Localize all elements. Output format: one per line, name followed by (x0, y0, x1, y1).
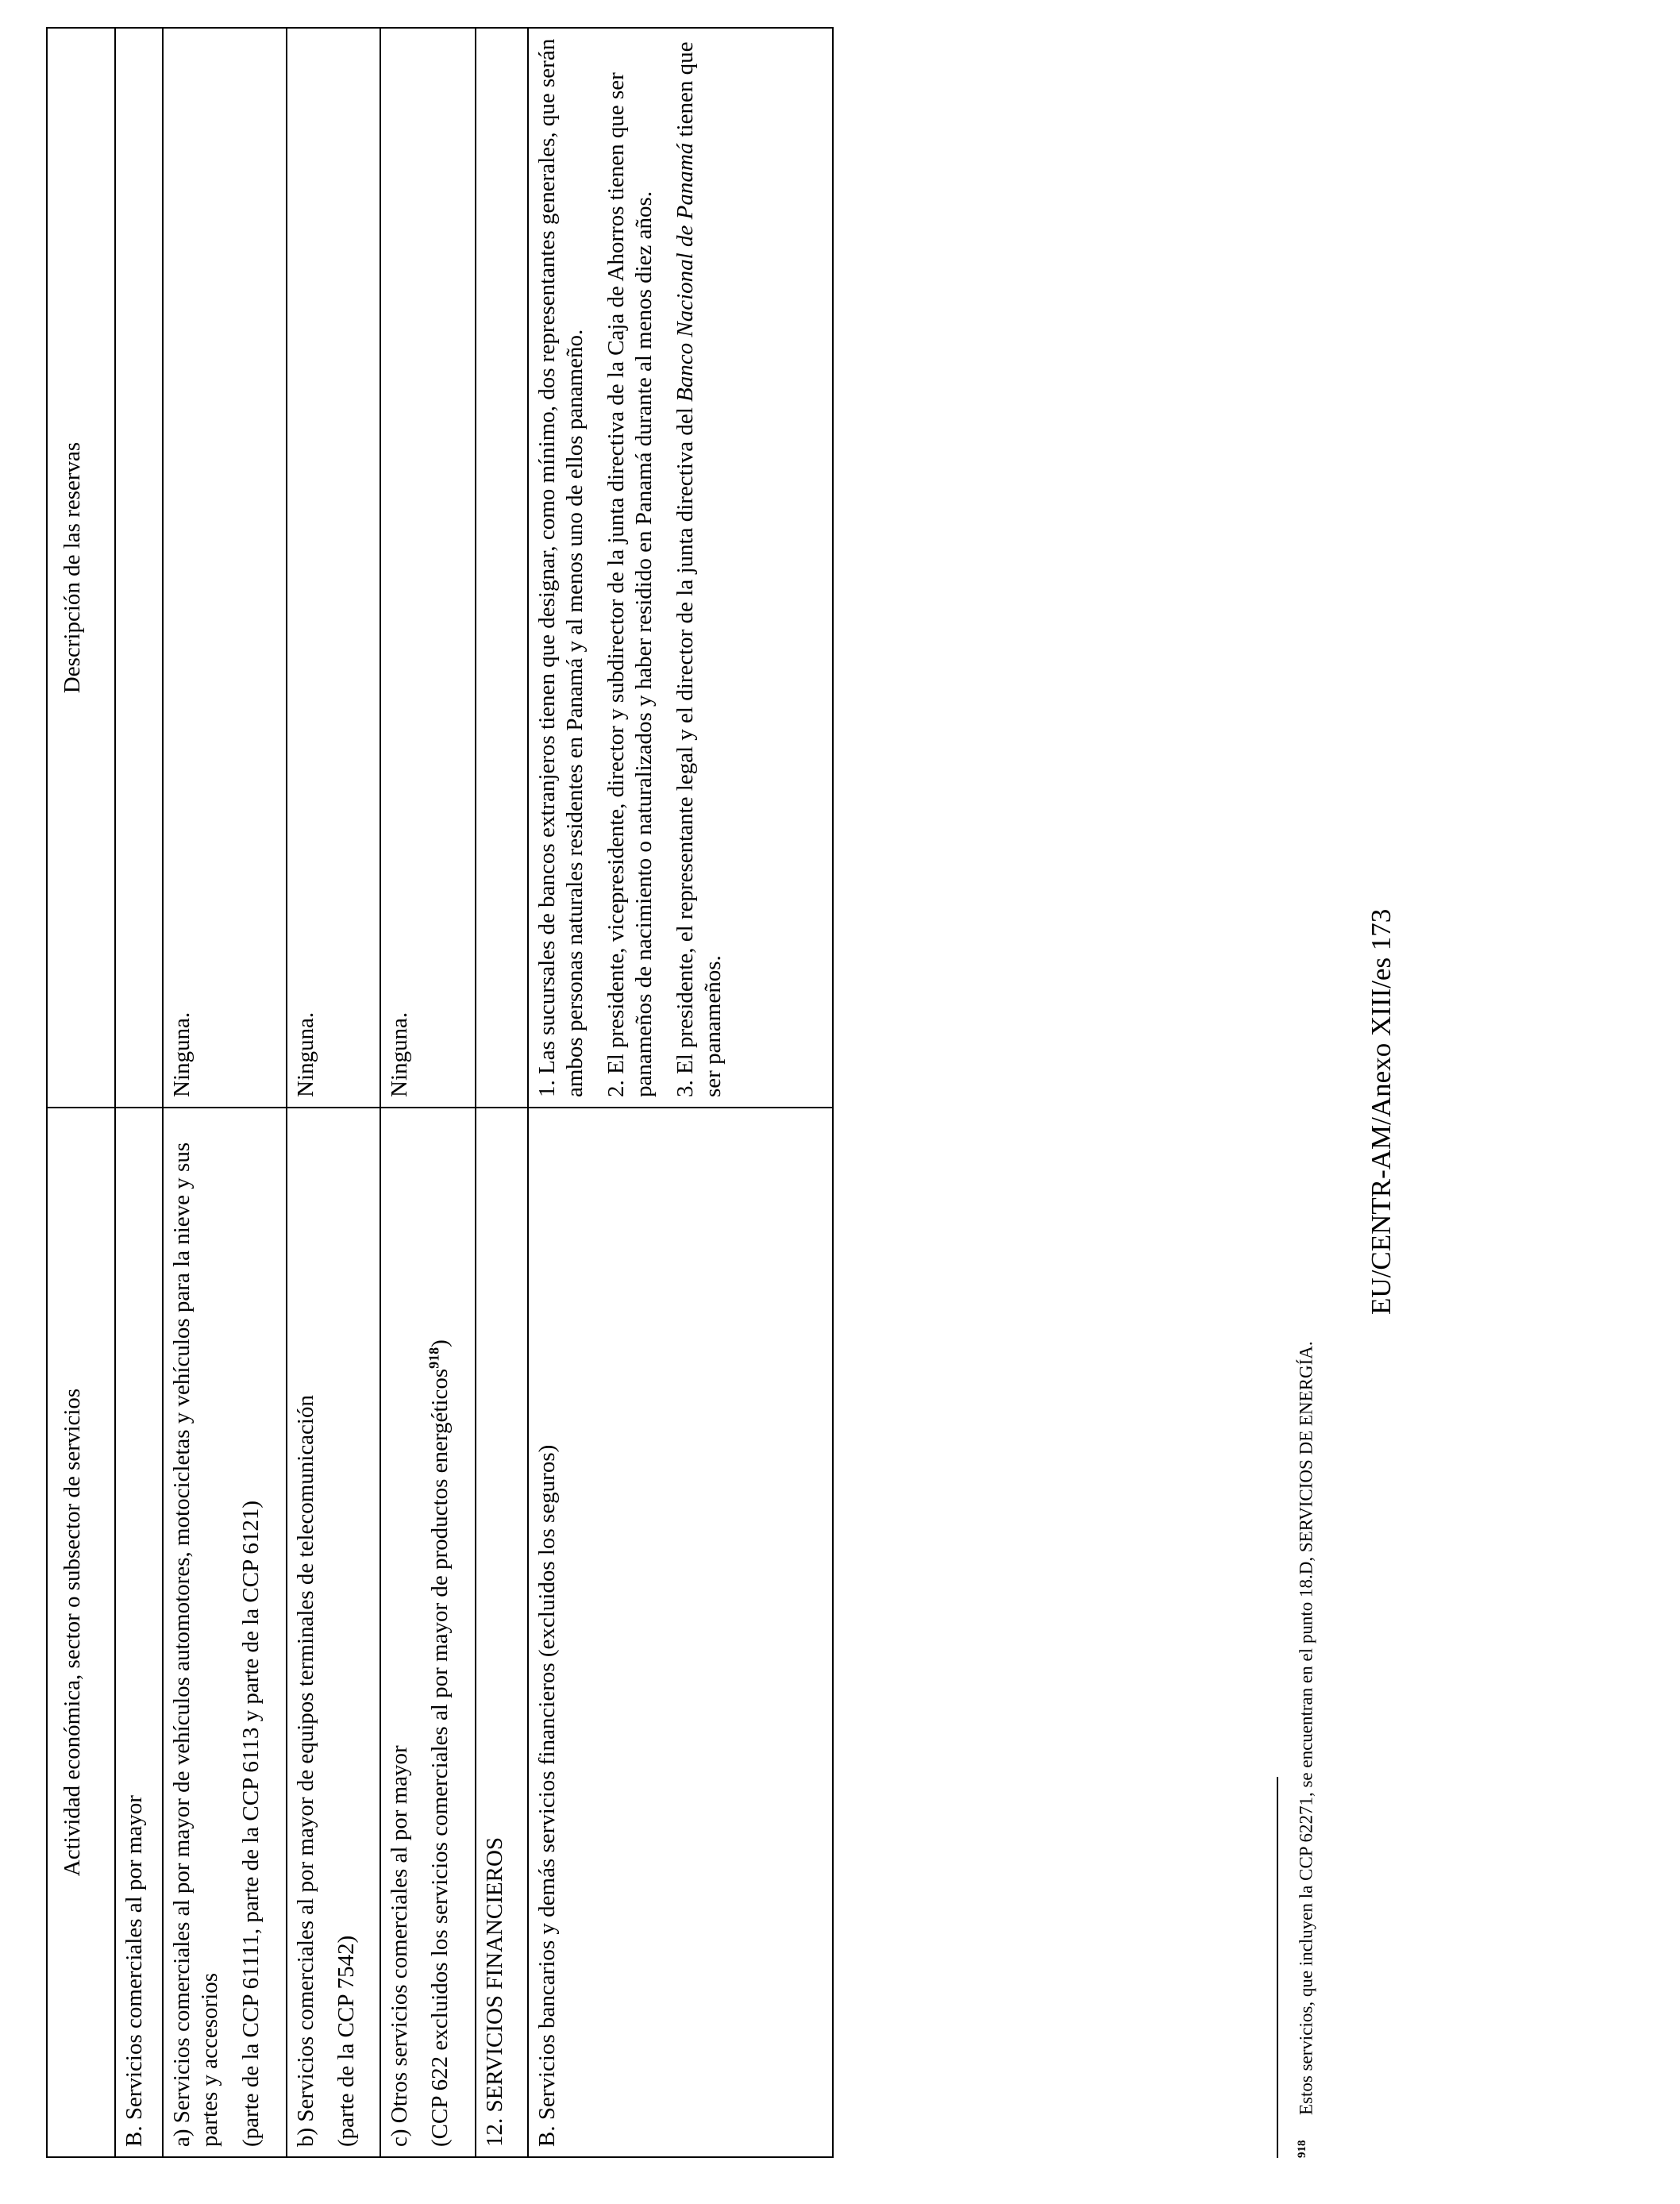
sector-cell: B. Servicios comerciales al por mayor (115, 1108, 163, 2157)
sector-ccp: (parte de la CCP 61111, parte de la CCP 6113 y parte de la CCP 6121) (237, 1501, 264, 2147)
footnote-separator (1277, 1777, 1278, 2158)
reservation-text: 3. El presidente, el representante legal y el director de la junta directiva del (672, 401, 698, 1097)
sector-text: b) Servicios comerciales al por mayor de equipos terminales de telecomunicación (293, 1395, 318, 2147)
reservations-table (46, 27, 834, 2158)
description-cell: Ninguna. (380, 28, 476, 1108)
reservation-text-end: tienen que ser panameños. (672, 41, 726, 1097)
reservation-paragraph (672, 38, 728, 1097)
sector-ccp-close: ) (427, 1339, 453, 1347)
description-cell (476, 28, 528, 1108)
table-header-row (47, 28, 115, 2157)
sector-ccp (426, 1118, 454, 2147)
description-cell: Ninguna. (163, 28, 287, 1108)
description-cell (115, 28, 163, 1108)
table-row (163, 28, 287, 2157)
table-row (287, 28, 380, 2157)
sector-text: a) Servicios comerciales al por mayor de vehículos automotores, motocicletas y vehículos para la nieve y sus partes y accesorios (169, 1142, 223, 2147)
description-cell (528, 28, 833, 1108)
table-row (528, 28, 833, 2157)
footnote-text: Estos servicios, que incluyen la CCP 62271, se encuentran en el punto 18.D, SERVICIOS DE ENERGÍA. (1296, 1341, 1316, 2115)
table-row (476, 28, 528, 2157)
reservation-paragraph: 2. El presidente, vicepresidente, director y subdirector de la junta directiva de la Caja de Ahorros tienen que ser panameños de nacimiento o naturalizados y haber residido en Panamá durante al menos diez años. (603, 72, 657, 1097)
sector-cell: B. Servicios bancarios y demás servicios financieros (excluidos los seguros) (528, 1108, 833, 2157)
reservation-paragraph: 1. Las sucursales de bancos extranjeros tienen que designar, como mínimo, dos representantes generales, que serán ambos personas naturales residentes en Panamá y al menos uno de ellos panameño. (534, 38, 588, 1097)
footnote-ref: 918 (426, 1347, 442, 1369)
sector-cell (163, 1108, 287, 2157)
sector-text: c) Otros servicios comerciales al por mayor (387, 1745, 412, 2147)
table-row (380, 28, 476, 2157)
sector-cell (287, 1108, 380, 2157)
footnote-number: 918 (1296, 2140, 1308, 2158)
page-reference: EU/CENTR-AM/Anexo XIII/es 173 (1366, 908, 1397, 1315)
table-row (115, 28, 163, 2157)
sector-ccp-text: (CCP 622 excluidos los servicios comerciales al por mayor de productos energéticos (427, 1368, 453, 2147)
description-cell: Ninguna. (287, 28, 380, 1108)
sector-ccp: (parte de la CCP 7542) (333, 1935, 360, 2147)
sector-cell: 12. SERVICIOS FINANCIEROS (476, 1108, 528, 2157)
header-sector: Actividad económica, sector o subsector de servicios (47, 1108, 115, 2157)
footnote (1296, 94, 1317, 2158)
sector-cell (380, 1108, 476, 2157)
bank-name: Banco Nacional de Panamá (672, 142, 698, 402)
header-description: Descripción de las reservas (47, 28, 115, 1108)
